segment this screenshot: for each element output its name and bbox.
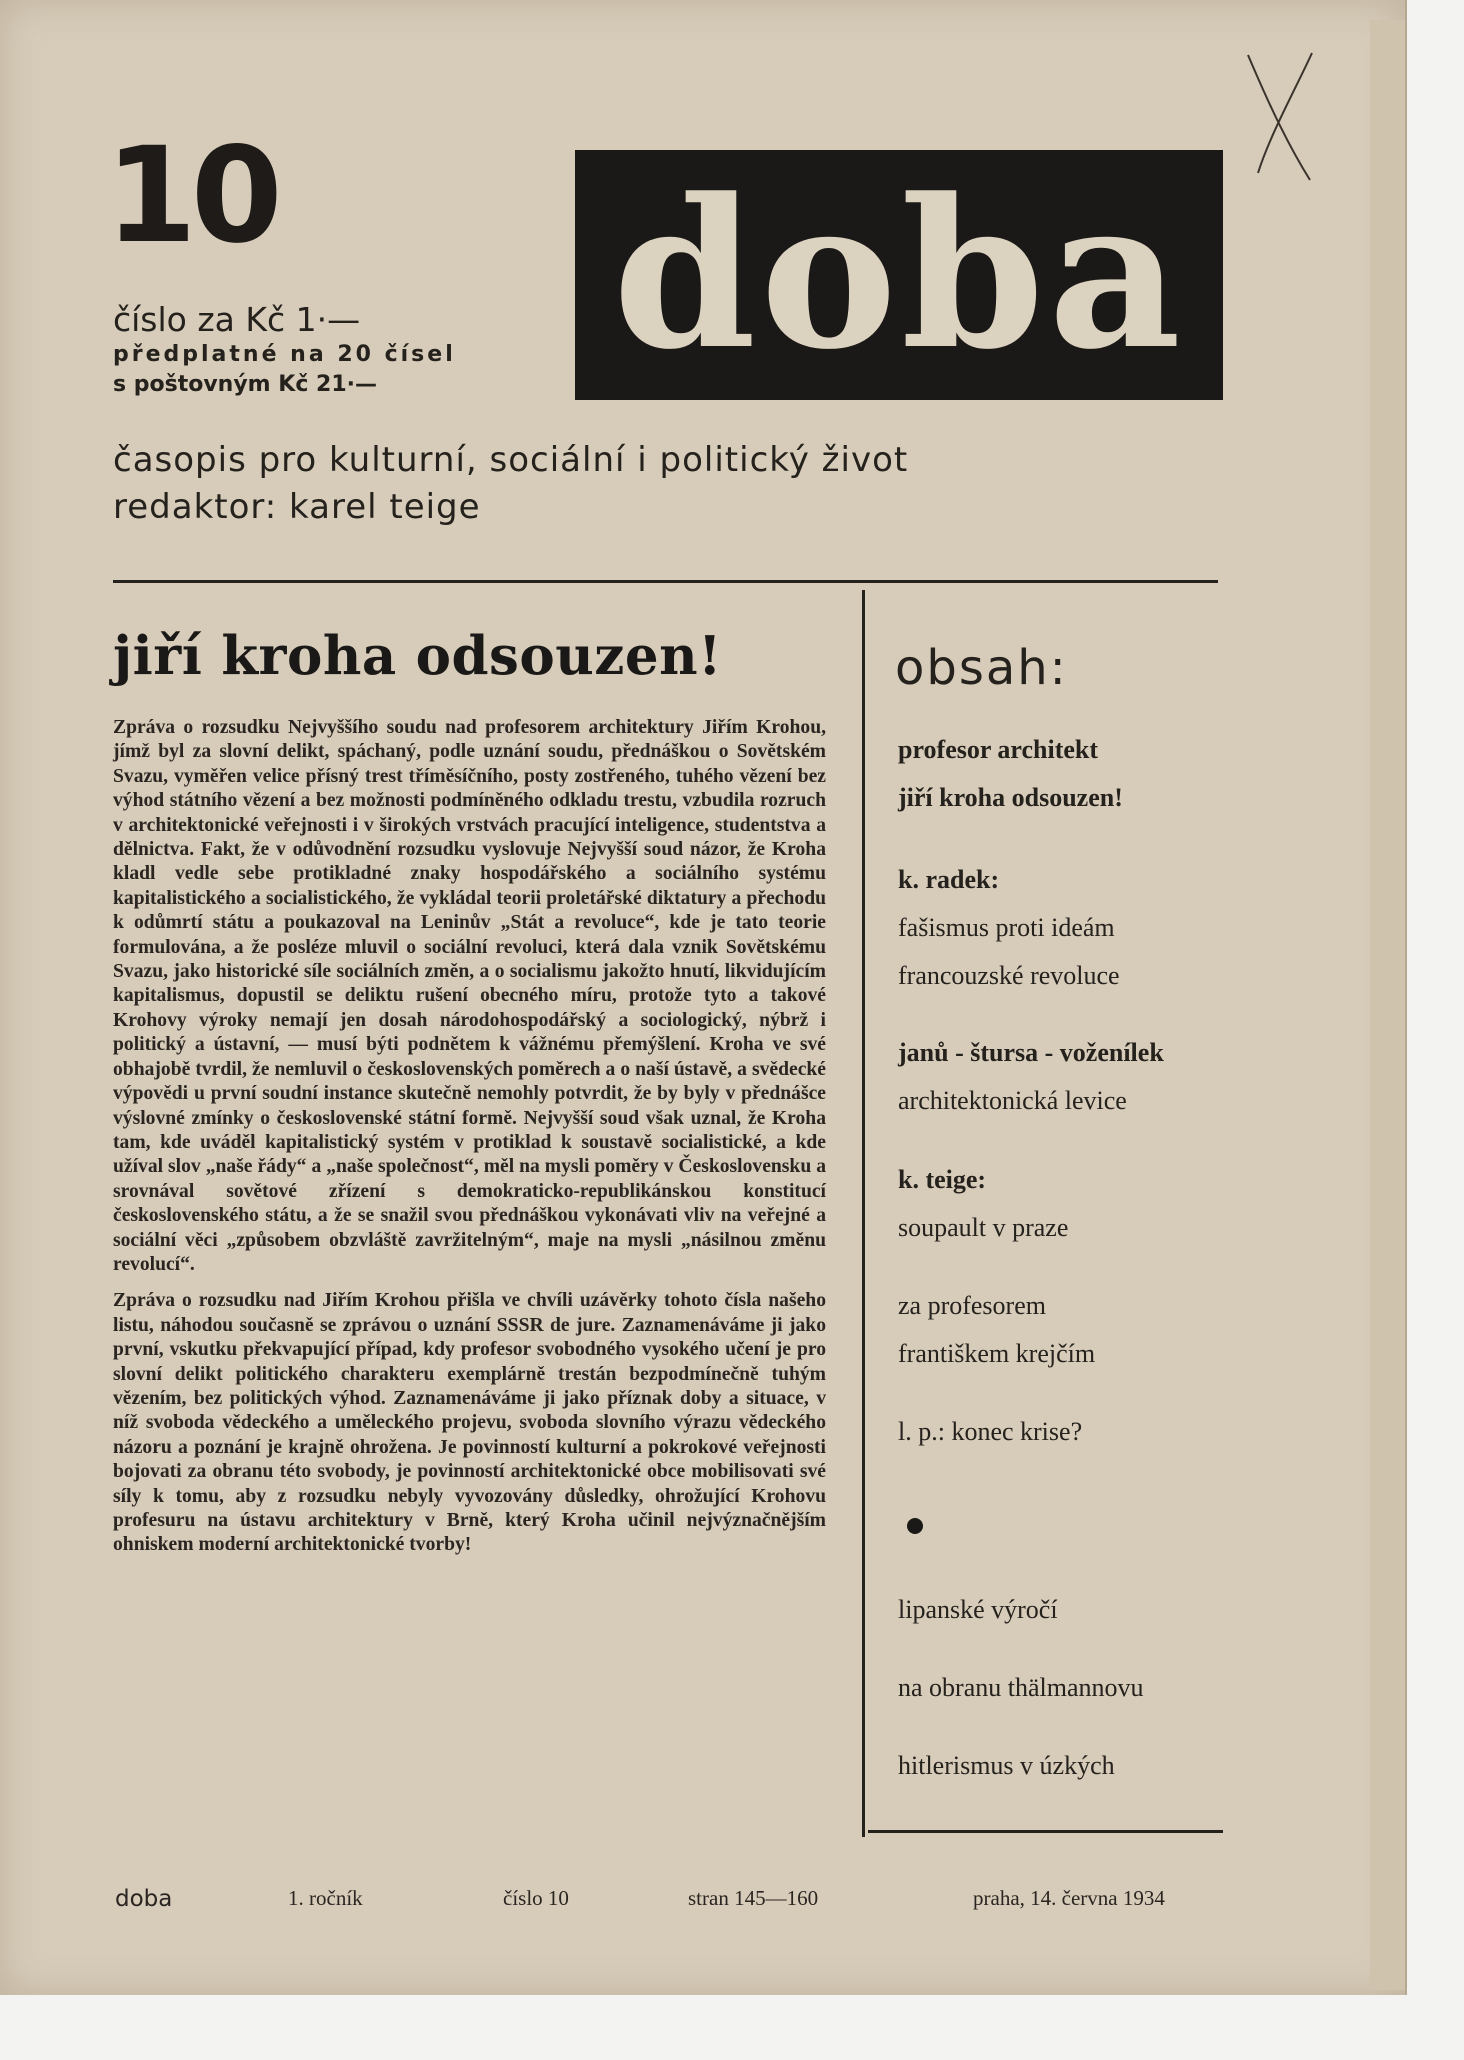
toc-line: janů - štursa - voženílek	[898, 1038, 1164, 1067]
page-edge	[1370, 20, 1407, 1990]
toc-line: architektonická levice	[898, 1086, 1127, 1115]
column-divider	[862, 590, 865, 1837]
toc-line: za profesorem	[898, 1291, 1046, 1320]
bullet-icon	[907, 1518, 923, 1534]
toc-line: fašismus proti ideám	[898, 913, 1115, 942]
article-paragraph: Zpráva o rozsudku Nejvyššího soudu nad profesorem architektury Jiřím Krohou, jímž byl za slovní delikt, spáchaný, podle uznání soudu, přednáškou o Sovětském Svazu, vyměřen velice přísný trest tříměsíčního, posty zostřeného, tuhého vězení bez výhod státního vězení a bez možnosti podmíněného odkladu trestu, vzbudila rozruch v architektonické veřejnosti i v širokých vrstvách pracující inteligence, studentstva a dělnictva. Fakt, že v odůvodnění rozsudku vyslovuje Nejvyšší soud názor, že Kroha kladl vedle sebe protikladné znaky hospodářského a sociálního systému kapitalistického a socialistického, že vykládal teorii proletářské diktatury a přechodu k odůmrtí státu a poukazoval na Leninův „Stát a revoluce“, kde je tato teorie formulována, a že posléze mluvil o sociální revoluci, která dala vznik Sovětskému Svazu, jako historické síle sociálních změn, a o socialismu jakožto hnutí, likvidujícím kapitalismus, dopustil se deliktu rušení obecného míru, protože tyto a takové Krohovy výroky nemají jen dosah národohospodářský a sociologický, nýbrž i politický a ústavní, — musí býti podnětem k vážnému přemýšlení. Kroha ve své obhajobě tvrdil, že nemluvil o československých poměrech a o naší ústavě, a svědecké výpovědi u první soudní instance skutečně nemohly potvrdit, že by byly v přednášce výslovné zmínky o československé státní formě. Nejvyšší soud však uznal, že Kroha tam, kde uváděl kapitalistický systém v protiklad k soustavě socialistické, a kde užíval slov „naše řády“ a „naše společnost“, měl na mysli poměry v Československu a srovnával sovětové zřízení s demokraticko-republikánskou konstitucí československého státu, a že se snažil svou přednáškou vykonávati vliv na veřejné a sociální věci „způsobem obzvláště zavržitelným“, maje na mysli „násilnou změnu revolucí“.	[113, 717, 826, 1275]
toc-line: hitlerismus v úzkých	[898, 1751, 1115, 1780]
toc-line: jiří kroha odsouzen!	[898, 783, 1123, 812]
toc-line: k. radek:	[898, 865, 1000, 894]
toc-line: profesor architekt	[898, 735, 1099, 764]
footer-volume: 1. ročník	[288, 1886, 363, 1910]
handwritten-x-mark	[1240, 45, 1320, 185]
issue-price: číslo za Kč 1·—	[113, 300, 361, 339]
toc-bottom-rule	[868, 1830, 1223, 1833]
toc-line: na obranu thälmannovu	[898, 1673, 1144, 1702]
subscription-line-1: předplatné na 20 čísel	[113, 342, 456, 367]
magazine-tagline: časopis pro kulturní, sociální i politický život	[113, 440, 909, 480]
masthead-logo: doba	[575, 150, 1223, 400]
article-body	[113, 716, 826, 1570]
footer-date: praha, 14. června 1934	[973, 1886, 1165, 1910]
toc-line: l. p.: konec krise?	[898, 1417, 1083, 1446]
issue-number: 10	[105, 119, 277, 273]
editor-line: redaktor: karel teige	[113, 487, 481, 527]
footer-pages: stran 145—160	[688, 1886, 819, 1910]
article-paragraph: Zpráva o rozsudku nad Jiřím Krohou přišla ve chvíli uzávěrky tohoto čísla našeho listu, náhodou současně se zprávou o uznání SSSR de jure. Zaznamenáváme ji jako první, vskutku překvapující případ, kdy profesor svobodného vysokého učení je pro slovní delikt politického charakteru exemplárně trestán bezpodmínečně tuhým vězením, bez politických výhod. Zaznamenáváme ji jako příznak doby a situace, v níž svoboda vědeckého a uměleckého projevu, svoboda slovního výrazu vědeckého názoru a poznání je krajně ohrožena. Je povinností kulturní a pokrokové veřejnosti bojovati za obranu této svobody, je povinností architektonické obce mobilisovati své síly k tomu, aby z rozsudku nebyly vyvozovány důsledky, ohrožující Krohovu profesuru na ústavu architektury v Brně, který Kroha učinil nejvýznačnějším ohniskem moderní architektonické tvorby!	[113, 1290, 826, 1556]
toc-line: lipanské výročí	[898, 1595, 1058, 1624]
footer-title: doba	[115, 1886, 173, 1912]
toc-line: francouzské revoluce	[898, 961, 1120, 990]
horizontal-rule	[113, 580, 1218, 583]
subscription-line-2: s poštovným Kč 21·—	[113, 372, 377, 397]
footer-issue: číslo 10	[503, 1886, 569, 1910]
toc-line: k. teige:	[898, 1165, 987, 1194]
toc-line: soupault v praze	[898, 1213, 1069, 1242]
toc-title: obsah:	[895, 640, 1068, 696]
toc-line: františkem krejčím	[898, 1339, 1096, 1368]
article-headline: jiří kroha odsouzen!	[113, 625, 722, 687]
